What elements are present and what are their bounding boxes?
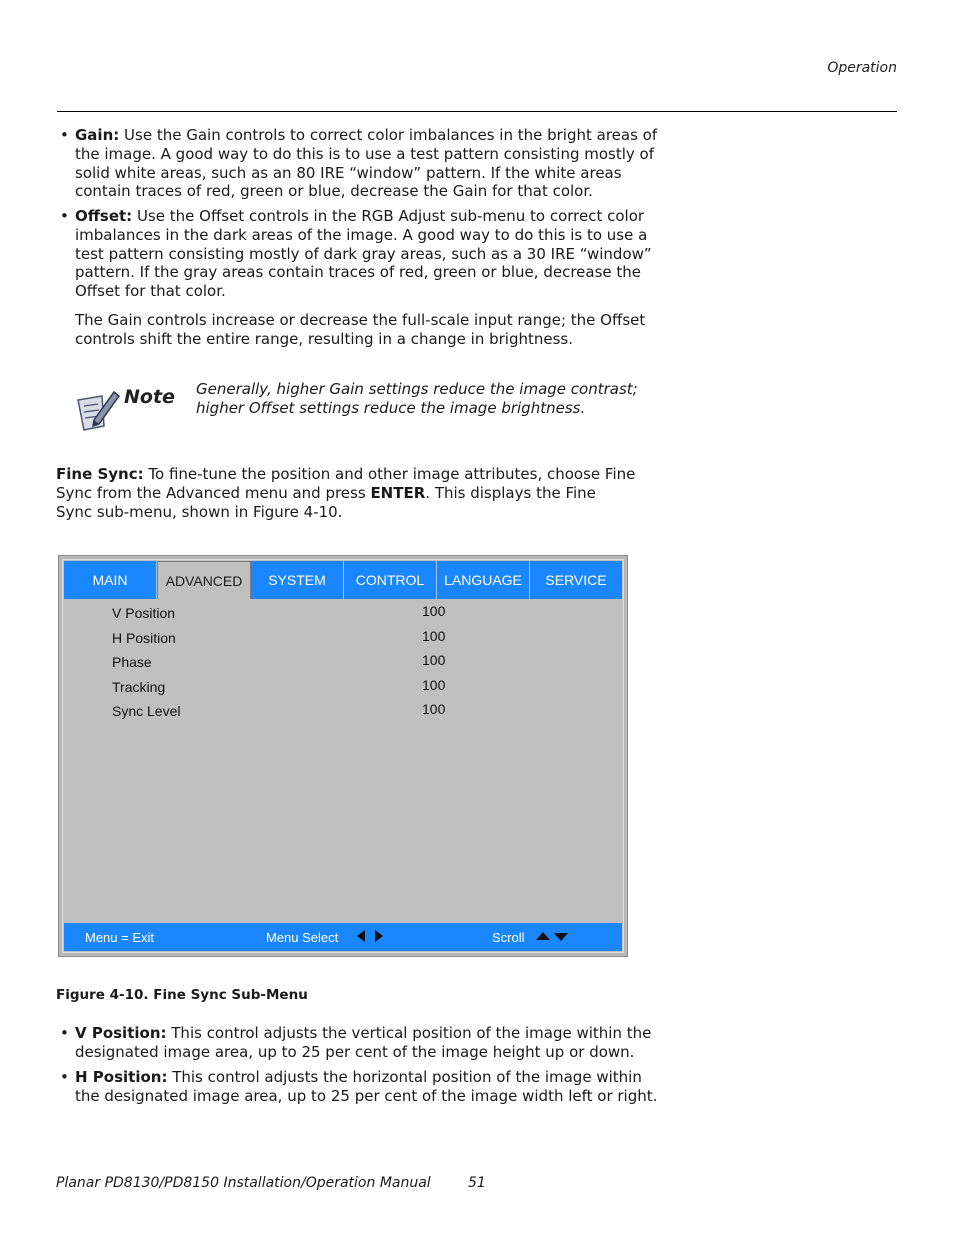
- setting-label: Tracking: [112, 678, 166, 695]
- bullet-dot: •: [60, 126, 69, 144]
- fine-sync-paragraph: [56, 465, 636, 521]
- bullet-term: Offset:: [75, 207, 133, 225]
- setting-value: 100: [422, 676, 446, 693]
- setting-value: 100: [422, 603, 446, 619]
- running-header: Operation: [827, 60, 897, 76]
- gain-offset-paragraph: The Gain controls increase or decrease the full-scale input range; the Offset controls shift the entire range, resulting in a change in brightness.: [75, 311, 646, 348]
- scroll-hint: Scroll: [492, 930, 525, 945]
- fine-sync-text-a: To fine-tune the position and other image attributes, choose Fine Sync from the Advanced menu and press: [56, 465, 636, 502]
- osd-row-h-position[interactable]: [63, 627, 623, 652]
- bullet-text: This control adjusts the horizontal position of the image within the designated image area, up to 25 per cent of the image width left or right.: [75, 1068, 658, 1105]
- osd-panel: [62, 559, 624, 953]
- tab-system[interactable]: SYSTEM: [251, 561, 344, 599]
- bullet-dot: •: [60, 1024, 69, 1042]
- figure-caption: Figure 4-10. Fine Sync Sub-Menu: [56, 987, 308, 1003]
- menu-select-hint: Menu Select: [266, 930, 339, 945]
- tab-control[interactable]: CONTROL: [344, 561, 437, 599]
- enter-key: ENTER: [370, 483, 426, 502]
- setting-label: H Position: [112, 629, 176, 646]
- osd-row-sync-level[interactable]: [63, 700, 623, 725]
- bullet-gain: [60, 126, 660, 201]
- note-pencil-icon: [74, 386, 120, 432]
- up-arrow-icon: [536, 932, 550, 940]
- bullet-offset: [60, 207, 660, 301]
- bullet-text: Use the Offset controls in the RGB Adjust sub-menu to correct color imbalances in the dark areas of the image. A good way to do this is to use a test pattern consisting mostly of dark gray areas, such as a 30 IRE “window” pattern. If the gray areas contain traces of red, green or blue, decrease the Offset for that color.: [75, 207, 652, 301]
- left-arrow-icon: [357, 930, 365, 942]
- setting-label: Phase: [112, 654, 152, 670]
- down-arrow-icon: [554, 933, 568, 941]
- tab-main[interactable]: MAIN: [64, 561, 157, 599]
- osd-tab-bar: [64, 561, 622, 599]
- osd-fine-sync-menu: [58, 555, 628, 957]
- bullet-term: H Position:: [75, 1068, 168, 1086]
- bullet-h-position: [60, 1068, 660, 1106]
- setting-label: V Position: [112, 605, 176, 621]
- bullet-dot: •: [60, 207, 69, 225]
- tab-language[interactable]: LANGUAGE: [437, 561, 530, 599]
- osd-row-tracking[interactable]: [63, 676, 623, 701]
- setting-label: Sync Level: [112, 703, 181, 719]
- tab-service[interactable]: SERVICE: [530, 561, 622, 599]
- osd-row-v-position[interactable]: [63, 602, 623, 627]
- menu-exit-hint: Menu = Exit: [85, 930, 155, 945]
- bullet-v-position: [60, 1024, 660, 1062]
- note-label: Note: [124, 386, 175, 408]
- tab-advanced[interactable]: ADVANCED: [157, 561, 251, 599]
- footer-manual-title: Planar PD8130/PD8150 Installation/Operation Manual: [56, 1175, 431, 1191]
- right-arrow-icon: [375, 930, 383, 942]
- bullet-term: Gain:: [75, 126, 120, 144]
- osd-row-phase[interactable]: [63, 651, 623, 676]
- page-number: 51: [468, 1175, 486, 1191]
- osd-footer-bar: [64, 923, 622, 951]
- setting-value: 100: [422, 701, 446, 717]
- bullet-dot: •: [60, 1068, 69, 1086]
- setting-value: 100: [422, 627, 446, 644]
- note-text: Generally, higher Gain settings reduce the image contrast; higher Offset settings reduce the image brightness.: [196, 380, 638, 417]
- bullet-term: V Position:: [75, 1024, 167, 1042]
- osd-setting-list: [63, 602, 623, 725]
- bullet-text: This control adjusts the vertical position of the image within the designated image area, up to 25 per cent of the image height up or down.: [75, 1024, 652, 1061]
- fine-sync-text-b: . This displays the Fine Sync sub-menu, shown in Figure 4-10.: [56, 483, 596, 521]
- bullet-text: Use the Gain controls to correct color imbalances in the bright areas of the image. A good way to do this is to use a test pattern consisting mostly of solid white areas, such as an 80 IRE “window” pattern. If the white areas contain traces of red, green or blue, decrease the Gain for that color.: [75, 126, 658, 201]
- header-rule: [57, 111, 897, 112]
- setting-value: 100: [422, 652, 446, 668]
- fine-sync-term: Fine Sync:: [56, 465, 144, 483]
